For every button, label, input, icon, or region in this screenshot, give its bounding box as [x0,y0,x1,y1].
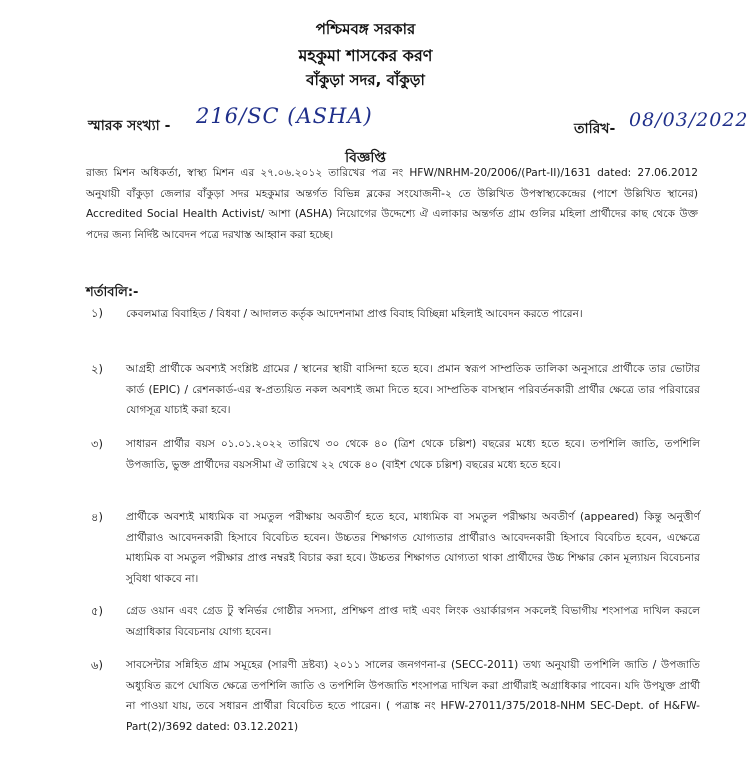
date-handwritten: 08/03/2022 [629,109,749,131]
condition-number: ৫) [91,604,103,618]
intro-paragraph: রাজ্য মিশন অধিকর্তা, স্বাস্থ্য মিশন এর ২৭.০৬.২০১২ তারিখের পত্র নং HFW/NRHM-20/2006/(Part-II)/1631 dated: 27.06.2012 অনুযায়ী বাঁকুড়া জেলার বাঁকুড়া সদর মহকুমার অন্তর্গত বিভিন্ন ব্লকের সংযোজনী-২ তে উল্লিখিত উপস্বাস্থ্যকেন্দ্রের (পাশে উল্লিখিত স্থানের) Accredited Social Health Activist/ আশা (ASHA) নিয়োগের উদ্দেশ্যে ঐ এলাকার অন্তর্গত গ্রাম গুলির মহিলা প্রার্থীদের কাছ থেকে উক্ত পদের জন্য নির্দিষ্ট আবেদন পত্রে দরখাস্ত আহ্বান করা হচ্ছে। [86,167,698,241]
condition-item: সাবসেন্টার সন্নিহিত গ্রাম সমূহের (সারণী দ্রষ্টব্য) ২০১১ সালের জনগণনা-র (SECC-2011) তথ্য অনুযায়ী তপশিলি জাতি / উপজাতি অধ্যুষিত রূপে ঘোষিত ক্ষেত্রে তপশিলি জাতি ও তপশিলি উপজাতি শংসাপত্র দাখিল করা প্রার্থীরাই অগ্রাধিকার পাবেন। যদি উপযুক্ত প্রার্থী না পাওয়া যায়, তবে সধারন প্রার্থীরা বিবেচিত হতে পারেন। ( পত্রাঙ্ক নং HFW-27011/375/2018-NHM SEC-Dept. of H&FW-Part(2)/3692 dated: 03.12.2021) [126,659,700,733]
date-label: তারিখ- [574,121,616,137]
header-location: বাঁকুড়া সদর, বাঁকুড়া [306,71,425,89]
notice-title: বিজ্ঞপ্তি [345,150,386,166]
condition-item: সাধারন প্রার্থীর বয়স ০১.০১.২০২২ তারিখে ৩০ থেকে ৪০ (ত্রিশ থেকে চল্লিশ) বছরের মধ্যে হতে হবে। তপশিলি জাতি, তপশিলি উপজাতি, ভুক্ত প্রার্থীদের বয়সসীমা ঐ তারিখে ২২ থেকে ৪০ (বাইশ থেকে চল্লিশ) বছরের মধ্যে হতে হবে। [126,438,700,471]
condition-number: ২) [91,362,103,376]
conditions-heading: শর্তাবলি:- [86,285,139,300]
condition-number: ৩) [91,437,103,451]
condition-number: ৪) [91,510,103,524]
condition-number: ৬) [91,658,103,672]
condition-item: গ্রেড ওয়ান এবং গ্রেড টু স্বনির্ভর গোষ্ঠীর সদস্যা, প্রশিক্ষণ প্রাপ্ত দাই এবং লিংক ওয়ার্কারগন সকলেই বিভাগীয় শংসাপত্র দাখিল করলে অগ্রাধিকার বিবেচনায় যোগ্য হবেন। [126,605,700,638]
condition-item: প্রার্থীকে অবশ্যই মাধ্যমিক বা সমতুল পরীক্ষায় অবতীর্ণ হতে হবে, মাধ্যমিক বা সমতুল পরীক্ষায় অবতীর্ণ (appeared) কিন্তু অনুত্তীর্ণ প্রার্থীরাও আবেদনকারী হিসাবে বিবেচিত হবেন। উচ্চতর শিক্ষাগত যোগ্যতার প্রার্থীরাও আবেদনকারী হিসাবে বিবেচিত হবেন, এক্ষেত্রে মাধ্যমিক বা সমতুল পরীক্ষার প্রাপ্ত নম্বরই বিচার করা হবে। উচ্চতর শিক্ষাগত যোগ্যতা থাকা প্রার্থীদের উচ্চ শিক্ষার কোন মূল্যায়ন বিবেচনার সুবিধা থাকবে না। [126,511,700,585]
header-government: পশ্চিমবঙ্গ সরকার [315,20,416,38]
memo-number-handwritten: 216/SC (ASHA) [196,104,373,128]
condition-item: আগ্রহী প্রার্থীকে অবশ্যই সংশ্লিষ্ট গ্রামের / স্থানের স্থায়ী বাসিন্দা হতে হবে। প্রমান স্বরূপ সাম্প্রতিক তালিকা অনুসারে প্রার্থীকে তার ভোটার কার্ড (EPIC) / রেশনকার্ড-এর স্ব-প্রত্যয়িত নকল অবশ্যই জমা দিতে হবে। সাম্প্রতিক বাসস্থান পরিবর্তনকারী প্রার্থীর ক্ষেত্রে তার পরিবারের যোগসূত্র যাচাই করা হবে। [126,363,700,416]
memo-number-label: স্মারক সংখ্যা - [88,118,171,134]
header-office: মহকুমা শাসকের করণ [298,46,433,65]
condition-item: কেবলমাত্র বিবাহিত / বিধবা / আদালত কর্তৃক আদেশনামা প্রাপ্ত বিবাহ বিচ্ছিন্না মহিলাই আবেদন করতে পারেন। [126,308,583,320]
condition-number: ১) [91,306,103,320]
